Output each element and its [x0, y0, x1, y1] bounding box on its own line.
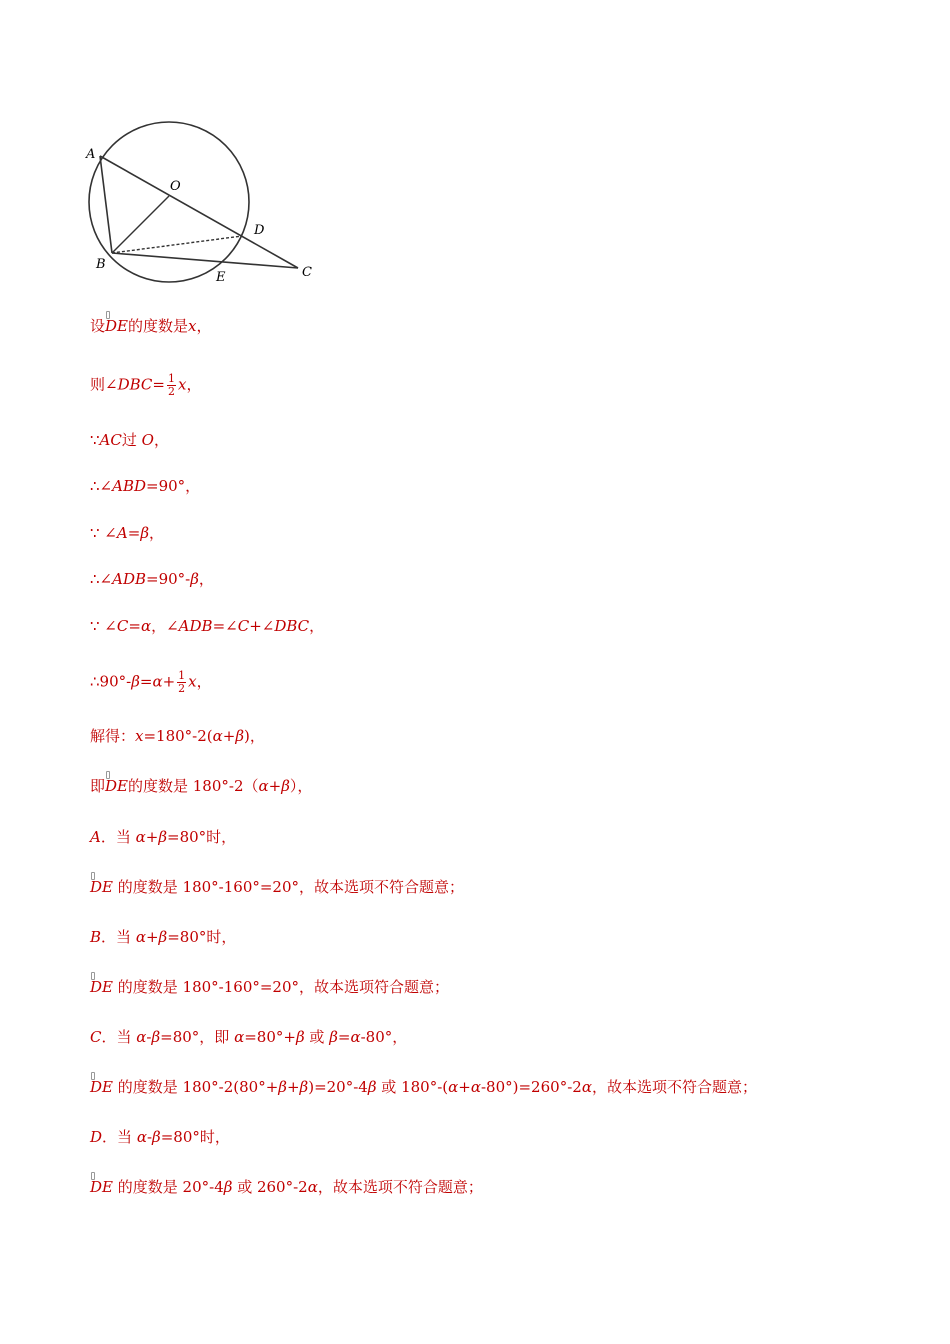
- text: ，: [186, 375, 202, 394]
- solution-line-9: [90, 726, 265, 746]
- solution-line-2: [90, 373, 201, 398]
- text: 即: [90, 777, 106, 795]
- arc-de: DE: [90, 978, 113, 996]
- var-beta: β: [151, 1028, 161, 1046]
- label-d: D: [254, 223, 265, 238]
- angle-a: A: [116, 524, 128, 542]
- angle-c: C: [116, 617, 129, 635]
- text: ，故本选项不符合题意；: [317, 1178, 483, 1196]
- solution-line-11-option-a: [90, 827, 236, 847]
- var-alpha: α: [152, 672, 163, 691]
- var-beta: β: [235, 727, 245, 745]
- var-alpha: α: [307, 1178, 318, 1196]
- text: ，: [153, 431, 169, 449]
- var-beta: β: [140, 524, 149, 542]
- text: +: [458, 1078, 471, 1096]
- text: 则∠: [90, 375, 118, 394]
- text: ，: [198, 570, 214, 588]
- arc-de: DE: [90, 1078, 113, 1096]
- because-symbol: ∵: [90, 431, 100, 449]
- therefore-symbol: ∴90°-: [90, 672, 132, 691]
- text: 的度数是 180°-160°=20°，故本选项不符合题意；: [117, 878, 465, 896]
- var-alpha: α: [212, 727, 223, 745]
- text: 的度数是: [128, 317, 189, 335]
- solution-line-18: [90, 1177, 483, 1197]
- text: ，: [196, 317, 212, 335]
- numerator: 1: [178, 669, 186, 682]
- text: -: [146, 1128, 153, 1146]
- segment-ac-text: AC: [99, 431, 122, 449]
- text: =80°时，: [160, 1128, 230, 1146]
- label-b: B: [96, 257, 106, 272]
- text: ，: [196, 672, 212, 691]
- because-symbol: ∵ ∠: [90, 617, 117, 635]
- text: 或: [309, 1028, 330, 1046]
- text: 或 260°-2: [237, 1178, 308, 1196]
- var-beta: β: [278, 1078, 287, 1096]
- text: =90°-: [146, 570, 191, 588]
- segment-bc: [112, 253, 298, 268]
- text: =: [139, 672, 153, 691]
- angle-adb: ADB: [112, 570, 147, 588]
- segment-ab: [100, 156, 112, 253]
- angle-abd: ABD: [112, 477, 147, 495]
- var-alpha: α: [140, 617, 152, 635]
- text: 解得：: [90, 727, 136, 745]
- var-beta: β: [158, 828, 168, 846]
- var-alpha: α: [470, 1078, 481, 1096]
- solution-line-1: [90, 316, 212, 336]
- text: 的度数是 180°-2（: [128, 777, 259, 795]
- var-beta: β: [299, 1078, 309, 1096]
- text: =: [128, 617, 141, 635]
- therefore-symbol: ∴∠: [90, 477, 113, 495]
- text: 设: [90, 317, 106, 335]
- var-alpha: α: [135, 928, 146, 946]
- solution-line-12: [90, 877, 464, 897]
- text: -80°)=260°-2: [480, 1078, 582, 1096]
- point-o-text: O: [141, 431, 154, 449]
- solution-line-3: [90, 430, 169, 450]
- text: ，故本选项不符合题意；: [591, 1078, 757, 1096]
- arc-de: DE: [90, 878, 113, 896]
- text: =: [127, 524, 141, 542]
- solution-line-13-option-b: [90, 927, 236, 947]
- var-beta: β: [367, 1078, 377, 1096]
- text: =180°-2(: [143, 727, 213, 745]
- solution-line-5: [90, 523, 164, 543]
- text: ，∠: [151, 617, 179, 635]
- var-x: x: [188, 317, 197, 335]
- var-alpha: α: [258, 777, 269, 795]
- label-c: C: [302, 265, 312, 280]
- text: =80°时，: [167, 928, 237, 946]
- denominator: 2: [167, 385, 175, 398]
- solution-line-4: [90, 476, 200, 496]
- text: +: [268, 777, 282, 795]
- text: -80°，: [360, 1028, 408, 1046]
- text: =80°时，: [167, 828, 237, 846]
- text: ．当: [102, 1128, 137, 1146]
- text: )=20°-4: [308, 1078, 368, 1096]
- var-alpha: α: [448, 1078, 459, 1096]
- segment-ob: [112, 196, 169, 253]
- numerator: 1: [167, 372, 175, 385]
- denominator: 2: [178, 682, 186, 695]
- text: 的度数是 180°-2(80°+: [117, 1078, 279, 1096]
- angle-c: C: [237, 617, 250, 635]
- label-e: E: [216, 270, 226, 285]
- arc-de: DE: [105, 777, 128, 795]
- text: +: [145, 928, 159, 946]
- text: +: [286, 1078, 300, 1096]
- option-label: B: [90, 928, 102, 946]
- label-a: A: [86, 147, 96, 162]
- text: 或 180°-(: [381, 1078, 449, 1096]
- solution-line-17-option-d: [90, 1127, 230, 1147]
- var-alpha: α: [234, 1028, 245, 1046]
- geometry-figure: [80, 110, 330, 290]
- arc-de: DE: [90, 1178, 113, 1196]
- solution-line-15-option-c: [90, 1027, 407, 1047]
- solution-line-16: [90, 1077, 757, 1097]
- text: ．当: [101, 1028, 137, 1046]
- var-x: x: [188, 672, 197, 691]
- option-label: A: [90, 828, 101, 846]
- var-beta: β: [158, 928, 168, 946]
- text: =80°+: [244, 1028, 296, 1046]
- text: =: [337, 1028, 351, 1046]
- fraction-half: [167, 373, 176, 398]
- solution-line-6: [90, 569, 214, 589]
- var-alpha: α: [350, 1028, 361, 1046]
- text: 的度数是 180°-160°=20°，故本选项符合题意；: [117, 978, 450, 996]
- therefore-symbol: ∴∠: [90, 570, 113, 588]
- var-beta: β: [190, 570, 199, 588]
- text: +: [145, 828, 159, 846]
- text: =80°，即: [160, 1028, 235, 1046]
- text: ．当: [101, 928, 136, 946]
- text: 过: [121, 431, 137, 449]
- text: ），: [289, 777, 313, 795]
- var-alpha: α: [135, 828, 146, 846]
- text: -: [146, 1028, 152, 1046]
- var-beta: β: [152, 1128, 161, 1146]
- text: ，: [309, 617, 325, 635]
- angle-adb: ADB: [178, 617, 213, 635]
- var-x: x: [177, 375, 187, 394]
- var-alpha: α: [136, 1028, 147, 1046]
- segment-bd-dashed: [112, 236, 242, 253]
- solution-line-14: [90, 977, 449, 997]
- var-beta: β: [281, 777, 290, 795]
- solution-line-10: [90, 776, 312, 796]
- var-alpha: α: [581, 1078, 592, 1096]
- text: +: [162, 672, 176, 691]
- option-label: C: [90, 1028, 102, 1046]
- var-beta: β: [329, 1028, 338, 1046]
- text: =∠: [212, 617, 238, 635]
- arc-de: DE: [105, 317, 128, 335]
- var-beta: β: [295, 1028, 305, 1046]
- var-alpha: α: [136, 1128, 147, 1146]
- option-label: D: [90, 1128, 103, 1146]
- solution-line-8: [90, 670, 212, 695]
- text: ．当: [100, 828, 136, 846]
- var-x: x: [135, 727, 144, 745]
- because-symbol: ∵ ∠: [90, 524, 117, 542]
- fraction-half: [177, 670, 186, 695]
- text: +: [222, 727, 236, 745]
- text: =90°，: [146, 477, 201, 495]
- var-beta: β: [223, 1178, 233, 1196]
- text: ，: [148, 524, 164, 542]
- label-o: O: [170, 179, 181, 194]
- solution-line-7: [90, 616, 324, 636]
- text: )，: [244, 727, 265, 745]
- text: =: [152, 375, 165, 394]
- text: +∠: [249, 617, 275, 635]
- angle-dbc: DBC: [117, 375, 153, 394]
- text: 的度数是 20°-4: [117, 1178, 224, 1196]
- var-beta: β: [131, 672, 140, 691]
- angle-dbc: DBC: [274, 617, 310, 635]
